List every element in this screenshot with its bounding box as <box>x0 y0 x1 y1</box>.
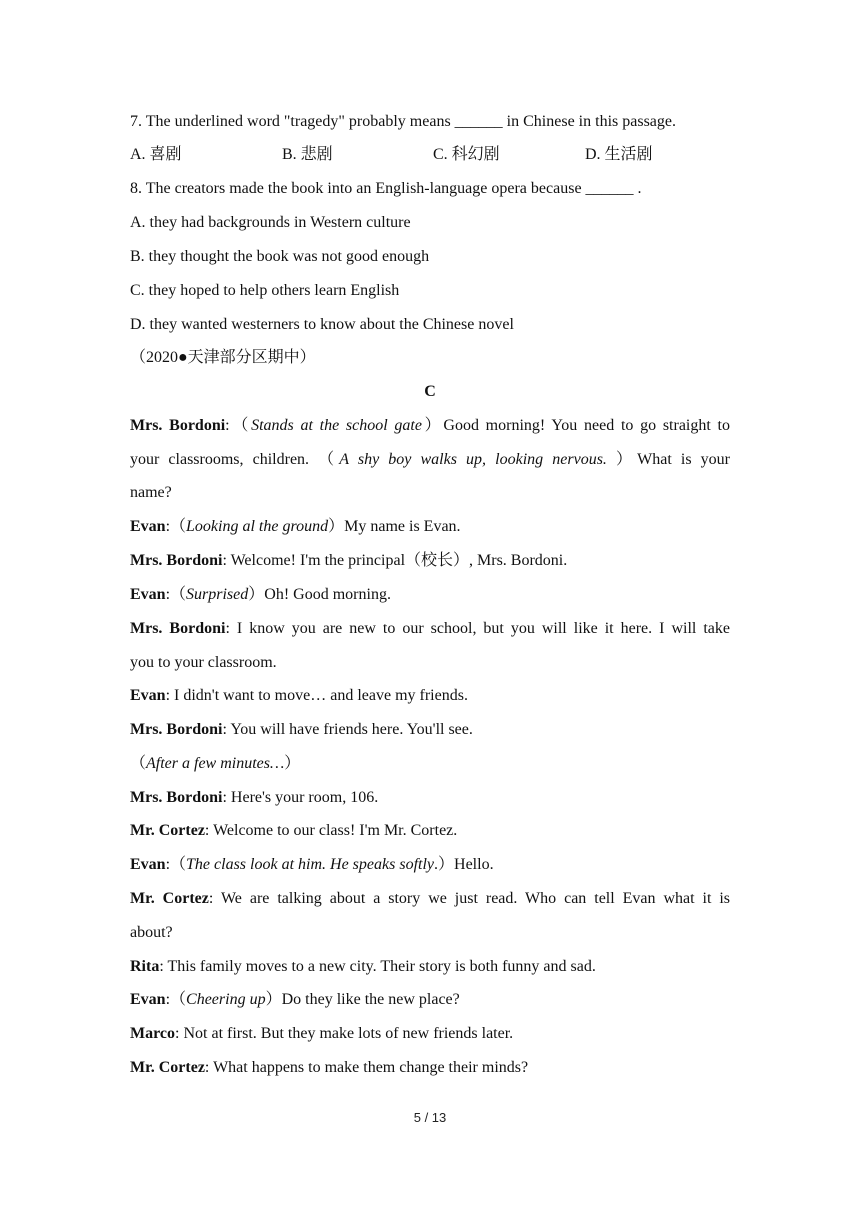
dialogue-line: Mr. Cortez: We are talking about a story we just read. Who can tell Evan what it is <box>130 890 731 907</box>
question-8-stem: 8. The creators made the book into an English-language opera because ______ . <box>130 180 642 197</box>
question-8-option-a: A. they had backgrounds in Western culture <box>130 214 411 231</box>
question-8-option-d: D. they wanted westerners to know about the Chinese novel <box>130 316 514 333</box>
dialogue-line: Mr. Cortez: Welcome to our class! I'm Mr. Cortez. <box>130 822 458 839</box>
dialogue-text: you to your classroom. <box>130 654 277 671</box>
stage-direction: After a few minutes… <box>146 755 285 772</box>
dialogue-line: Mrs. Bordoni: Welcome! I'm the principal（校长）, Mrs. Bordoni. <box>130 552 568 569</box>
dialogue-line: Mrs. Bordoni: I know you are new to our school, but you will like it here. I will take <box>130 620 730 637</box>
question-7-option-c: C. 科幻剧 <box>433 146 500 163</box>
speaker-name: Marco <box>130 1025 176 1042</box>
dialogue-line: （After a few minutes…） <box>130 755 301 772</box>
dialogue-line: Mr. Cortez: What happens to make them change their minds? <box>130 1059 529 1076</box>
dialogue-text: Do they like the new place? <box>281 991 460 1008</box>
dialogue-text: I didn't want to move… and leave my friends. <box>174 687 468 704</box>
page-number: 5 / 13 <box>413 1110 447 1125</box>
question-8-option-b: B. they thought the book was not good enough <box>130 248 430 265</box>
question-7-option-d: D. 生活剧 <box>585 146 653 163</box>
dialogue-text: your classrooms, children. （ <box>130 451 340 468</box>
dialogue-text: What happens to make them change their minds? <box>213 1059 529 1076</box>
dialogue-text: Welcome to our class! I'm Mr. Cortez. <box>213 822 458 839</box>
speaker-name: Mr. Cortez <box>130 822 205 839</box>
dialogue-text: Here's your room, 106. <box>230 789 379 806</box>
section-heading: C <box>424 383 436 400</box>
speaker-name: Evan <box>130 991 166 1008</box>
speaker-name: Mrs. Bordoni <box>130 620 226 637</box>
speaker-name: Mrs. Bordoni <box>130 417 226 434</box>
dialogue-text: name? <box>130 484 172 501</box>
speaker-name: Evan <box>130 856 166 873</box>
dialogue-line: Evan:（Surprised）Oh! Good morning. <box>130 586 391 603</box>
dialogue-text: My name is Evan. <box>344 518 461 535</box>
dialogue-line: Evan:（The class look at him. He speaks softly.）Hello. <box>130 856 494 873</box>
dialogue-line <box>130 923 730 943</box>
question-8-option-c: C. they hoped to help others learn English <box>130 282 400 299</box>
dialogue-line <box>130 653 730 673</box>
dialogue-text: Good morning! You need to go straight to <box>443 417 730 434</box>
speaker-name: Evan <box>130 586 166 603</box>
dialogue-text: Welcome! I'm the principal（校长）, Mrs. Bordoni. <box>230 552 568 569</box>
dialogue-text: We are talking about a story we just read. Who can tell Evan what it is <box>220 890 731 907</box>
dialogue-line: Mrs. Bordoni: Here's your room, 106. <box>130 789 379 806</box>
dialogue-line: Evan:（Looking al the ground）My name is Evan. <box>130 518 461 535</box>
speaker-name: Mr. Cortez <box>130 890 209 907</box>
dialogue-line: Evan: I didn't want to move… and leave my friends. <box>130 687 468 704</box>
dialogue-text: You will have friends here. You'll see. <box>230 721 473 738</box>
speaker-name: Mrs. Bordoni <box>130 789 223 806</box>
dialogue-line: Evan:（Cheering up）Do they like the new place? <box>130 991 460 1008</box>
dialogue-text: about? <box>130 924 173 941</box>
dialogue-line <box>130 450 730 470</box>
speaker-name: Mrs. Bordoni <box>130 552 223 569</box>
stage-direction: Surprised <box>186 586 249 603</box>
dialogue-line: Rita: This family moves to a new city. Their story is both funny and sad. <box>130 958 596 975</box>
stage-direction: Looking al the ground <box>186 518 329 535</box>
question-7-option-a: A. 喜剧 <box>130 146 182 163</box>
speaker-name: Mr. Cortez <box>130 1059 205 1076</box>
stage-direction: A shy boy walks up, looking nervous. <box>339 451 607 468</box>
dialogue-text: Oh! Good morning. <box>264 586 391 603</box>
speaker-name: Evan <box>130 687 166 704</box>
speaker-name: Mrs. Bordoni <box>130 721 223 738</box>
stage-direction: The class look at him. He speaks softly <box>186 856 434 873</box>
dialogue-line: Mrs. Bordoni: You will have friends here. You'll see. <box>130 721 473 738</box>
stage-direction: Stands at the school gate <box>251 417 422 434</box>
dialogue-text: Hello. <box>454 856 494 873</box>
source-note: （2020●天津部分区期中） <box>130 349 316 366</box>
question-7-stem: 7. The underlined word "tragedy" probably means ______ in Chinese in this passage. <box>130 113 676 130</box>
speaker-name: Rita <box>130 958 160 975</box>
speaker-name: Evan <box>130 518 166 535</box>
dialogue-text: Not at first. But they make lots of new friends later. <box>183 1025 514 1042</box>
dialogue-text: ）What is your <box>606 451 730 468</box>
stage-direction: Cheering up <box>186 991 266 1008</box>
dialogue-text: This family moves to a new city. Their story is both funny and sad. <box>167 958 596 975</box>
dialogue-text: I know you are new to our school, but you will like it here. I will take <box>236 620 730 637</box>
dialogue-line: Mrs. Bordoni:（Stands at the school gate）Good morning! You need to go straight to <box>130 417 730 434</box>
question-7-option-b: B. 悲剧 <box>282 146 333 163</box>
dialogue-line <box>130 483 730 503</box>
dialogue-line: Marco: Not at first. But they make lots of new friends later. <box>130 1025 514 1042</box>
